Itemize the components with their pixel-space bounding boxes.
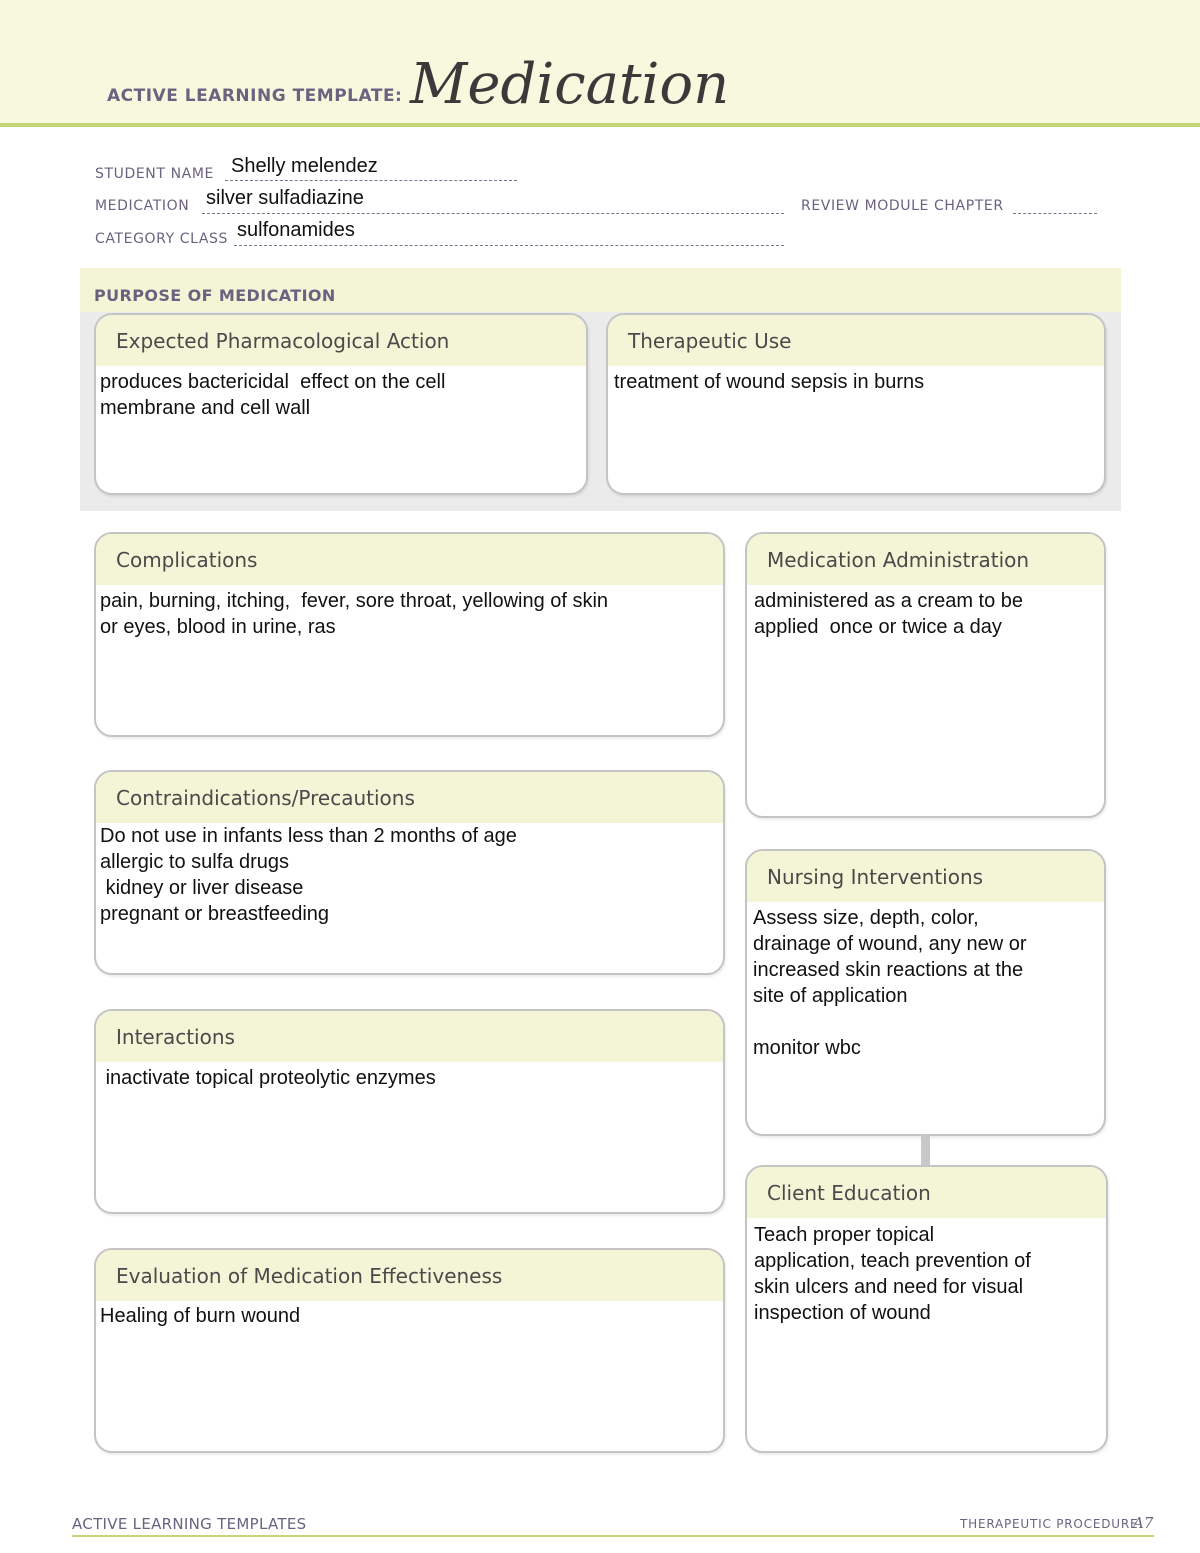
category-class-line bbox=[234, 245, 784, 246]
medication-administration-text[interactable]: administered as a cream to be applied once or twice a day bbox=[754, 590, 1024, 638]
purpose-label: PURPOSE OF MEDICATION bbox=[94, 286, 336, 305]
interactions-text[interactable]: inactivate topical proteolytic enzymes bbox=[100, 1067, 436, 1089]
contraindications-text[interactable]: Do not use in infants less than 2 months of age allergic to sulfa drugs kidney or liver disease pregnant or breastfeeding bbox=[100, 825, 517, 925]
contraindications-card[interactable] bbox=[94, 770, 725, 975]
nursing-interventions-card[interactable] bbox=[745, 849, 1106, 1136]
footer-page-number: A7 bbox=[1133, 1514, 1154, 1532]
template-label: ACTIVE LEARNING TEMPLATE: bbox=[107, 86, 403, 106]
client-education-title: Client Education bbox=[747, 1167, 1106, 1218]
review-module-line bbox=[1013, 213, 1097, 214]
medication-line bbox=[202, 213, 784, 214]
therapeutic-use-title: Therapeutic Use bbox=[608, 315, 1104, 366]
medication-administration-title: Medication Administration bbox=[747, 534, 1104, 585]
review-module-label: REVIEW MODULE CHAPTER bbox=[801, 198, 1004, 214]
category-class-label: CATEGORY CLASS bbox=[95, 231, 229, 247]
student-name-label: STUDENT NAME bbox=[95, 166, 214, 182]
therapeutic-use-text[interactable]: treatment of wound sepsis in burns bbox=[614, 371, 925, 393]
complications-text[interactable]: pain, burning, itching, fever, sore throat, yellowing of skin or eyes, blood in urine, ras bbox=[100, 590, 609, 638]
header-rule bbox=[0, 123, 1200, 127]
evaluation-text[interactable]: Healing of burn wound bbox=[100, 1305, 301, 1327]
interactions-card[interactable] bbox=[94, 1009, 725, 1214]
card-connector bbox=[921, 1134, 930, 1166]
footer-right: THERAPEUTIC PROCEDURE bbox=[960, 1517, 1139, 1531]
nursing-interventions-text[interactable]: Assess size, depth, color, drainage of wound, any new or increased skin reactions at the site of application monitor wbc bbox=[753, 907, 1027, 1059]
expected-action-text[interactable]: produces bactericidal effect on the cell membrane and cell wall bbox=[100, 371, 446, 419]
medication-administration-card[interactable] bbox=[745, 532, 1106, 818]
expected-action-card[interactable] bbox=[94, 313, 588, 495]
evaluation-title: Evaluation of Medication Effectiveness bbox=[96, 1250, 723, 1301]
complications-title: Complications bbox=[96, 534, 723, 585]
medication-field[interactable]: silver sulfadiazine bbox=[206, 187, 364, 209]
client-education-text[interactable]: Teach proper topical application, teach prevention of skin ulcers and need for visual inspection of wound bbox=[754, 1224, 1031, 1324]
category-class-field[interactable]: sulfonamides bbox=[237, 219, 355, 241]
template-title: Medication bbox=[410, 52, 730, 117]
footer-left: ACTIVE LEARNING TEMPLATES bbox=[72, 1515, 307, 1533]
nursing-interventions-title: Nursing Interventions bbox=[747, 851, 1104, 902]
therapeutic-use-card[interactable] bbox=[606, 313, 1106, 495]
client-education-card[interactable] bbox=[745, 1165, 1108, 1453]
complications-card[interactable] bbox=[94, 532, 725, 737]
interactions-title: Interactions bbox=[96, 1011, 723, 1062]
student-name-field[interactable]: Shelly melendez bbox=[231, 155, 378, 177]
medication-label: MEDICATION bbox=[95, 198, 190, 214]
footer-rule bbox=[72, 1535, 1154, 1537]
evaluation-card[interactable] bbox=[94, 1248, 725, 1453]
expected-action-title: Expected Pharmacological Action bbox=[96, 315, 586, 366]
contraindications-title: Contraindications/Precautions bbox=[96, 772, 723, 823]
student-name-line bbox=[225, 180, 517, 181]
